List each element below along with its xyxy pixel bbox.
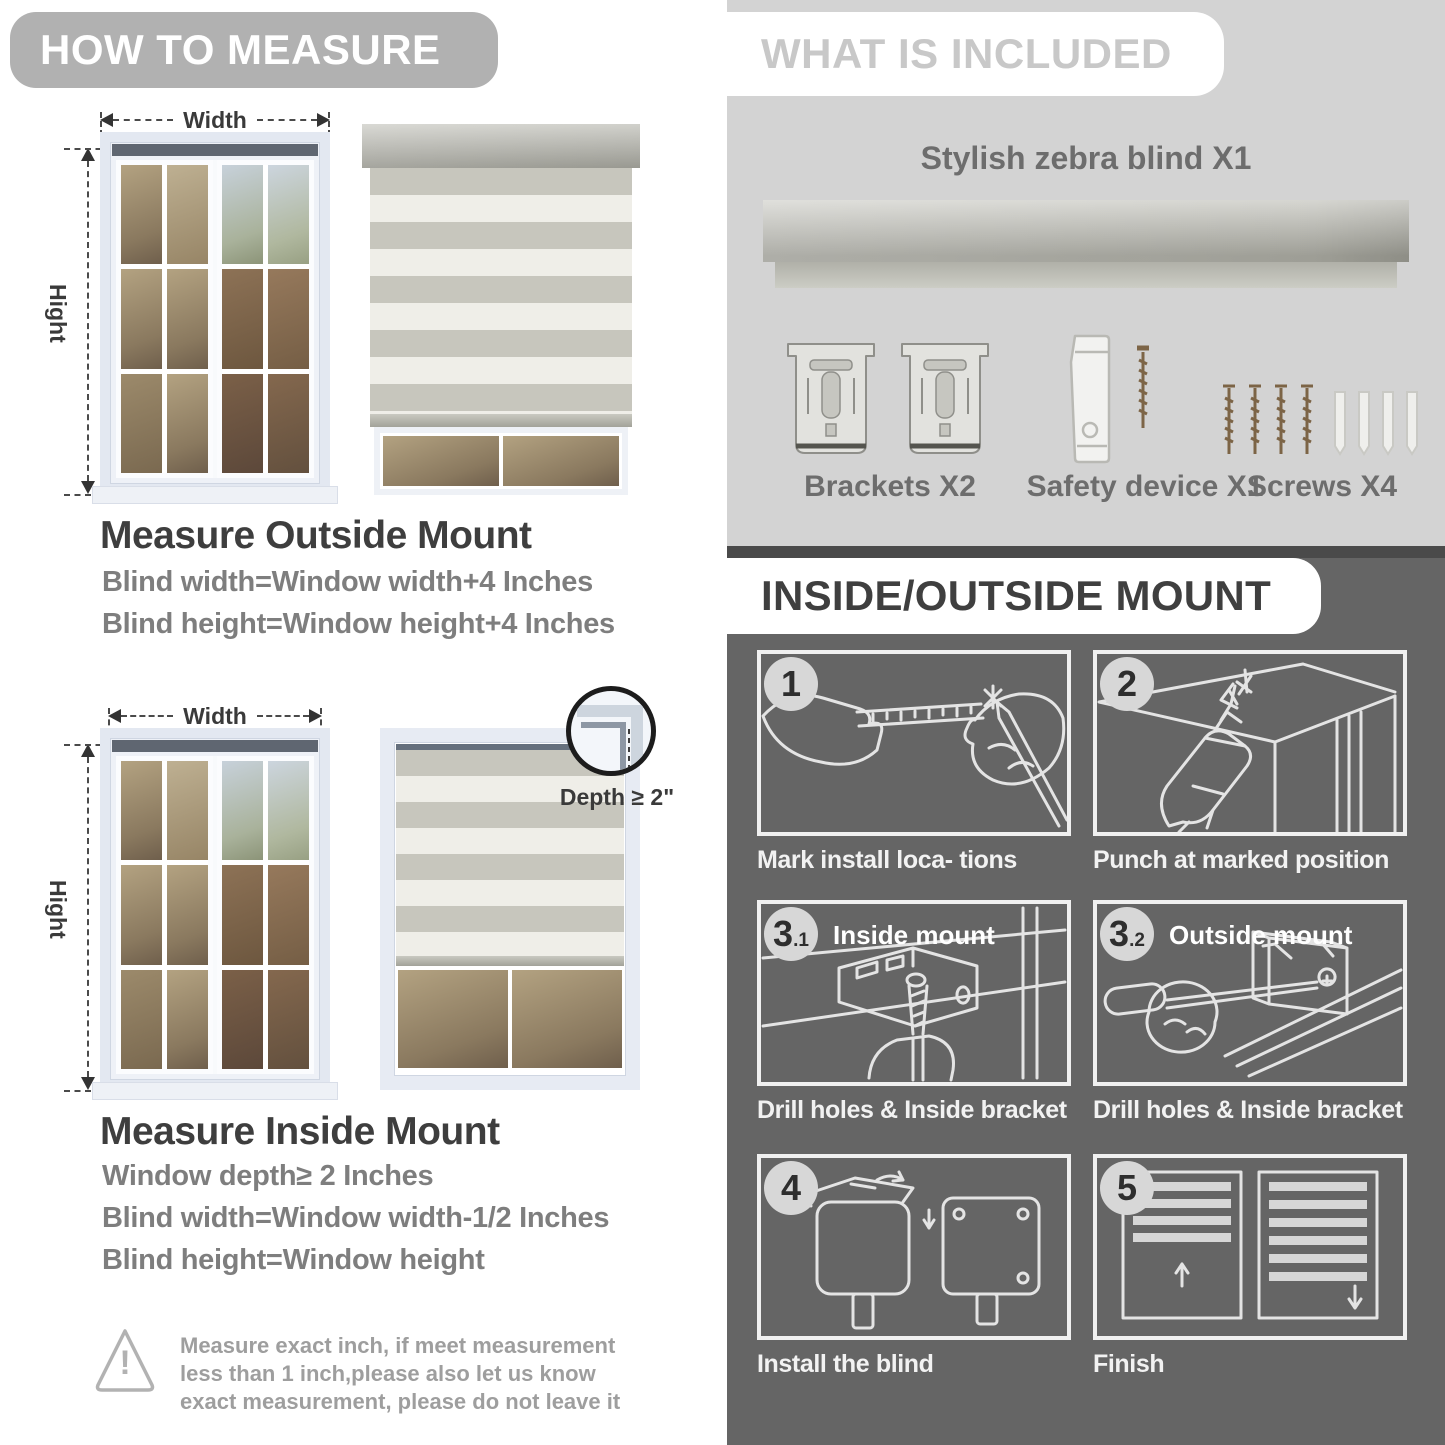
brackets-label: Brackets X2: [804, 470, 976, 503]
safety-device-label: Safety device X1: [1026, 470, 1264, 503]
window-pane: [512, 970, 622, 1068]
window-pane: [383, 436, 499, 486]
blind-cassette-lip: [775, 262, 1397, 288]
how-to-measure-title: HOW TO MEASURE: [40, 26, 441, 73]
warning-text: Measure exact inch, if meet measurement less than 1 inch,please also let us know exact measurement, please do not leave it: [180, 1333, 621, 1414]
outside-mount-label: Outside mount: [1169, 920, 1353, 950]
step-number-badge: 3 .1: [764, 907, 818, 961]
window-pane: [167, 269, 208, 368]
window-top-recess: [112, 740, 318, 752]
width-label: Width: [183, 106, 247, 133]
window-door-left: [116, 756, 213, 1074]
step-number-badge: 1: [764, 657, 818, 711]
mount-instructions-section: [727, 546, 1445, 1445]
height-label: Hight: [45, 284, 71, 343]
brackets-photo: [782, 338, 997, 463]
zebra-blind-outside-mount: [362, 124, 640, 495]
blind-cassette-photo: [763, 200, 1409, 262]
height-label: Hight: [45, 880, 71, 939]
what-is-included-header: [727, 12, 1224, 96]
inside-height-formula: Blind height=Window height: [102, 1244, 485, 1276]
window-pane: [268, 761, 309, 860]
window-pane: [167, 970, 208, 1069]
mount-header: [727, 558, 1321, 634]
step-panel-3-1: [757, 900, 1071, 1086]
window-door-right: [217, 160, 314, 478]
window-pane: [121, 865, 162, 964]
window-pane: [167, 374, 208, 473]
step-caption-2: Punch at marked position: [1093, 846, 1390, 874]
window-pane: [222, 374, 263, 473]
step-caption-3-1: Drill holes & Inside bracket: [757, 1096, 1067, 1124]
window-pane: [121, 374, 162, 473]
window-pane: [167, 165, 208, 264]
window-pane: [268, 374, 309, 473]
window-pane: [398, 970, 508, 1068]
window-pane: [268, 165, 309, 264]
window-photo-inside: [100, 728, 330, 1090]
window-pane: [121, 970, 162, 1069]
step-panel-1: [757, 650, 1071, 836]
step-caption-5: Finish: [1093, 1350, 1165, 1378]
warning-exclamation: !: [119, 1344, 131, 1382]
screws-photo: [1219, 378, 1419, 463]
window-below-blind: [396, 968, 624, 1070]
step-caption-4: Install the blind: [757, 1350, 934, 1378]
height-arrow-inside: [78, 744, 98, 1090]
step-panel-3-2: [1093, 900, 1407, 1086]
window-pane: [121, 761, 162, 860]
frame-corner-art: [571, 691, 656, 776]
window-pane: [222, 761, 263, 860]
window-pane: [222, 269, 263, 368]
outside-mount-title: Measure Outside Mount: [100, 514, 532, 557]
step-panel-5: [1093, 1154, 1407, 1340]
width-label: Width: [183, 702, 247, 729]
inside-mount-title: Measure Inside Mount: [100, 1110, 500, 1153]
window-pane: [121, 165, 162, 264]
window-below-blind: [374, 427, 628, 495]
window-pane: [268, 269, 309, 368]
inside-mount-label: Inside mount: [833, 920, 995, 950]
depth-detail-magnifier: [566, 686, 656, 776]
outside-width-formula: Blind width=Window width+4 Inches: [102, 566, 593, 598]
window-pane: [222, 165, 263, 264]
step-number-badge: 4: [764, 1161, 818, 1215]
window-door-left: [116, 160, 213, 478]
window-sill: [92, 1082, 338, 1100]
step-caption-1: Mark install loca- tions: [757, 846, 1017, 874]
blind-bottom-rail: [370, 414, 632, 427]
window-pane: [167, 865, 208, 964]
window-pane: [222, 865, 263, 964]
step-caption-3-2: Drill holes & Inside bracket: [1093, 1096, 1403, 1124]
window-pane: [222, 970, 263, 1069]
how-to-measure-header: [10, 12, 498, 88]
depth-label: Depth ≥ 2": [559, 784, 675, 810]
height-arrow-outside: [78, 148, 98, 494]
step-panel-4: [757, 1154, 1071, 1340]
blind-cassette: [362, 124, 640, 168]
section-divider: [727, 546, 1445, 558]
inside-width-formula: Blind width=Window width-1/2 Inches: [102, 1202, 610, 1234]
step-number-badge: 3 .2: [1100, 907, 1154, 961]
window-sill: [92, 486, 338, 504]
width-arrow-outside: [100, 106, 330, 133]
blind-stripes: [396, 750, 624, 956]
width-arrow-inside: [108, 702, 322, 729]
window-door-right: [217, 756, 314, 1074]
safety-device-photo: [1057, 330, 1177, 470]
zebra-blind-inside-mount: [380, 728, 640, 1090]
window-pane: [268, 970, 309, 1069]
window-pane: [268, 865, 309, 964]
step-number-badge: 5: [1100, 1161, 1154, 1215]
step-number-badge: 2: [1100, 657, 1154, 711]
blind-stripes: [370, 168, 632, 414]
inside-depth-formula: Window depth≥ 2 Inches: [102, 1160, 434, 1192]
blind-bottom-rail: [396, 956, 624, 966]
what-is-included-title: WHAT IS INCLUDED: [761, 30, 1172, 77]
screws-label: Screws X4: [1246, 470, 1398, 503]
window-top-recess: [112, 144, 318, 156]
window-pane: [503, 436, 619, 486]
product-label: Stylish zebra blind X1: [920, 140, 1252, 176]
window-photo-outside: [100, 132, 330, 494]
outside-height-formula: Blind height=Window height+4 Inches: [102, 608, 615, 640]
what-is-included-section: [727, 0, 1445, 546]
window-pane: [121, 269, 162, 368]
window-pane: [167, 761, 208, 860]
step-panel-2: [1093, 650, 1407, 836]
mount-title: INSIDE/OUTSIDE MOUNT: [761, 572, 1272, 619]
